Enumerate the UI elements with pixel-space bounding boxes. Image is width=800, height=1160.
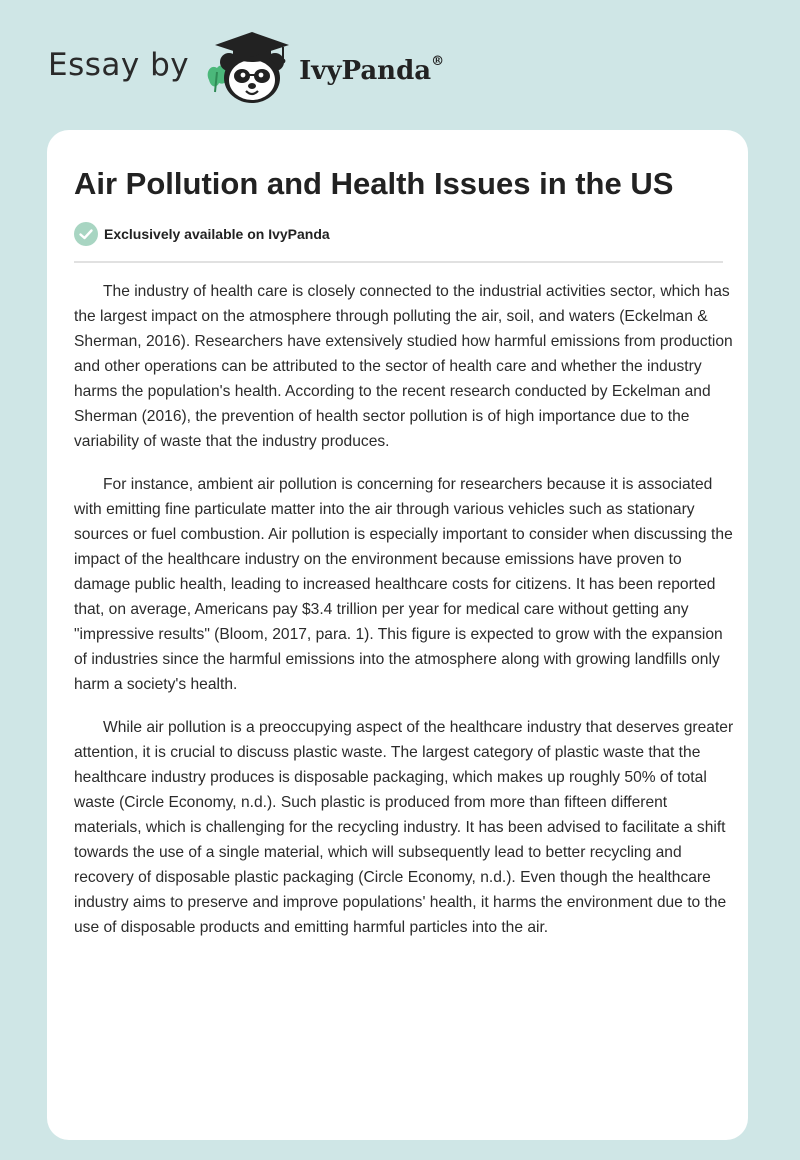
- checkmark-circle-icon: [74, 222, 98, 246]
- essay-by-label: Essay by: [48, 47, 190, 83]
- paragraph: The industry of health care is closely connected to the industrial activities sector, which has the largest impact on the atmosphere through polluting the air, soil, and waters (Eckelman & Sherman, 2016). Researchers have extensively studied how harmful emissions from production and other operations can be attributed to the sector of health care and whether the industry harms the population's health. According to the recent research conducted by Eckelman and Sherman (2016), the prevention of health sector pollution is of high importance due to the variability of waste that the industry produces.: [74, 283, 733, 450]
- trademark-symbol: ®: [431, 54, 445, 69]
- paragraph: For instance, ambient air pollution is concerning for researchers because it is associated with emitting fine particulate matter into the air through various vehicles such as stationary sources or fuel combustion. Air pollution is especially important to consider when discussing the impact of the healthcare industry on the environment because emissions have proven to damage public health, leading to increased healthcare costs for citizens. It has been reported that, on average, Americans pay $3.4 trillion per year for medical care without getting any "impressive results" (Bloom, 2017, para. 1). This figure is expected to grow with the expansion of industries since the harmful emissions into the atmosphere along with growing landfills only harm a society's health.: [74, 476, 733, 693]
- essay-card: [47, 130, 748, 1140]
- site-header: [48, 28, 444, 108]
- exclusive-badge-label: Exclusively available on IvyPanda: [104, 226, 330, 242]
- paragraph: While air pollution is a preoccupying aspect of the healthcare industry that deserves greater attention, it is crucial to discuss plastic waste. The largest category of plastic waste that the healthcare industry produces is disposable packaging, which makes up roughly 50% of total waste (Circle Economy, n.d.). Such plastic is produced from more than fifteen different materials, which is challenging for the recycling industry. It has been advised to facilitate a shift towards the use of a single material, which will subsequently lead to better recycling and recovery of disposable plastic packaging (Circle Economy, n.d.). Even though the healthcare industry aims to preserve and improve populations' health, it harms the environment due to the use of disposable products and emitting harmful particles into the air.: [74, 719, 734, 936]
- panda-graduation-cap-icon[interactable]: [203, 28, 295, 108]
- title-divider: [74, 261, 723, 263]
- essay-body: [74, 279, 734, 958]
- brand-name[interactable]: IvyPanda®: [299, 54, 445, 86]
- page-title: Air Pollution and Health Issues in the US: [74, 166, 674, 201]
- exclusive-badge: [74, 222, 330, 246]
